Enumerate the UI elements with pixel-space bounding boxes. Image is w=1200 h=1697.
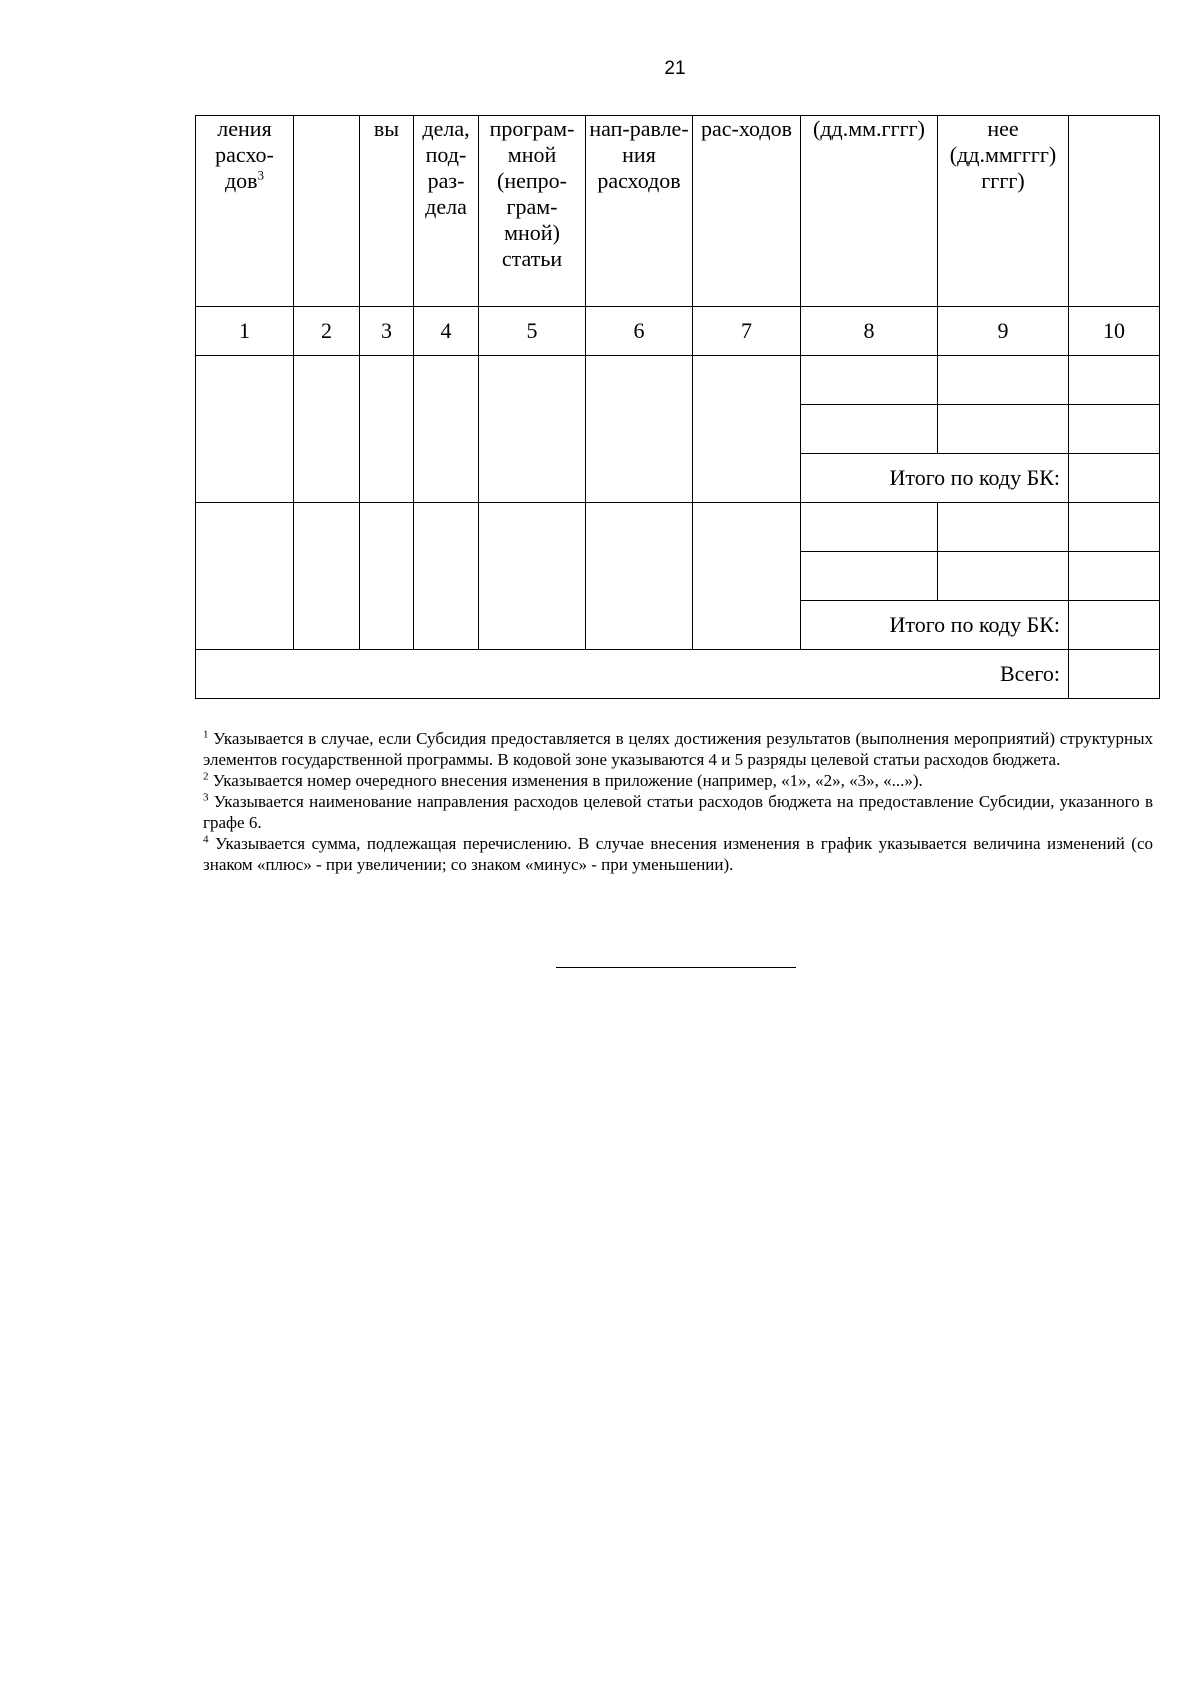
subtotal-value-cell[interactable] <box>1069 454 1160 503</box>
table-header-row <box>196 116 1160 307</box>
footnote-1 <box>203 728 1153 770</box>
footnote-text: Указывается в случае, если Субсидия предоставляется в целях достижения результатов (выполнения мероприятий) структурных элементов государственной программы. В кодовой зоне указываются 4 и 5 разряды целевой статьи расходов бюджета. <box>203 729 1153 769</box>
subtotal-label: Итого по коду БК: <box>801 454 1069 503</box>
table-cell[interactable] <box>360 503 414 650</box>
footnote-mark: 1 <box>203 728 209 741</box>
table-cell[interactable] <box>1069 503 1160 552</box>
footnote-text: Указывается наименование направления расходов целевой статьи расходов бюджета на предоставление Субсидии, указанного в графе 6. <box>203 792 1154 832</box>
header-cell-3: вы <box>360 116 414 307</box>
header-cell-2 <box>294 116 360 307</box>
column-number: 1 <box>196 307 294 356</box>
table-row <box>196 356 1160 405</box>
table-cell[interactable] <box>586 356 693 503</box>
table-cell[interactable] <box>693 503 801 650</box>
table-cell[interactable] <box>360 356 414 503</box>
subtotal-value-cell[interactable] <box>1069 601 1160 650</box>
page-number: 21 <box>664 58 686 79</box>
header-cell-10 <box>1069 116 1160 307</box>
table-cell[interactable] <box>414 503 479 650</box>
table-cell[interactable] <box>1069 356 1160 405</box>
footnote-4 <box>203 833 1153 875</box>
table-cell[interactable] <box>414 356 479 503</box>
column-number: 9 <box>938 307 1069 356</box>
subtotal-label: Итого по коду БК: <box>801 601 1069 650</box>
header-cell-4: дела, под-раз-дела <box>414 116 479 307</box>
table-cell[interactable] <box>801 356 938 405</box>
column-number: 5 <box>479 307 586 356</box>
table-cell[interactable] <box>586 503 693 650</box>
table-cell[interactable] <box>196 503 294 650</box>
table-cell[interactable] <box>801 552 938 601</box>
table-cell[interactable] <box>479 356 586 503</box>
table-cell[interactable] <box>479 503 586 650</box>
column-number: 6 <box>586 307 693 356</box>
table-cell[interactable] <box>938 503 1069 552</box>
header-cell-6: нап-равле-ния расходов <box>586 116 693 307</box>
header-cell-7: рас-ходов <box>693 116 801 307</box>
table-cell[interactable] <box>801 503 938 552</box>
footnote-3 <box>203 791 1153 833</box>
column-number-row <box>196 307 1160 356</box>
table-cell[interactable] <box>196 356 294 503</box>
footnote-ref-3: 3 <box>257 167 265 183</box>
column-number: 2 <box>294 307 360 356</box>
footnote-mark: 4 <box>203 833 209 846</box>
column-number: 10 <box>1069 307 1160 356</box>
header-cell-9: нее (дд.ммгггг) гггг) <box>938 116 1069 307</box>
table-cell[interactable] <box>693 356 801 503</box>
footnote-mark: 3 <box>203 791 209 804</box>
payment-schedule-table <box>195 115 1160 699</box>
column-number: 7 <box>693 307 801 356</box>
table-cell[interactable] <box>294 503 360 650</box>
table-cell[interactable] <box>294 356 360 503</box>
column-number: 4 <box>414 307 479 356</box>
table-cell[interactable] <box>938 356 1069 405</box>
table-cell[interactable] <box>938 552 1069 601</box>
table-cell[interactable] <box>1069 405 1160 454</box>
table-cell[interactable] <box>938 405 1069 454</box>
header-cell-8: (дд.мм.гггг) <box>801 116 938 307</box>
column-number: 3 <box>360 307 414 356</box>
total-value-cell[interactable] <box>1069 650 1160 699</box>
footnote-2 <box>203 770 1153 791</box>
footnote-mark: 2 <box>203 770 209 783</box>
header-cell-1 <box>196 116 294 307</box>
footnote-text: Указывается номер очередного внесения изменения в приложение (например, «1», «2», «3», «...»). <box>212 771 923 790</box>
end-rule <box>556 967 796 968</box>
total-row <box>196 650 1160 699</box>
table-cell[interactable] <box>1069 552 1160 601</box>
table-row <box>196 503 1160 552</box>
table-cell[interactable] <box>801 405 938 454</box>
footnote-text: Указывается сумма, подлежащая перечислению. В случае внесения изменения в график указывается величина изменений (со знаком «плюс» - при увеличении; со знаком «минус» - при уменьшении). <box>203 834 1154 874</box>
footnotes <box>203 728 1153 875</box>
column-number: 8 <box>801 307 938 356</box>
total-label: Всего: <box>196 650 1069 699</box>
header-cell-5: програм-мной (непро-грам-мной) статьи <box>479 116 586 307</box>
header-cell-1-text: ления расхо-дов <box>215 116 274 193</box>
